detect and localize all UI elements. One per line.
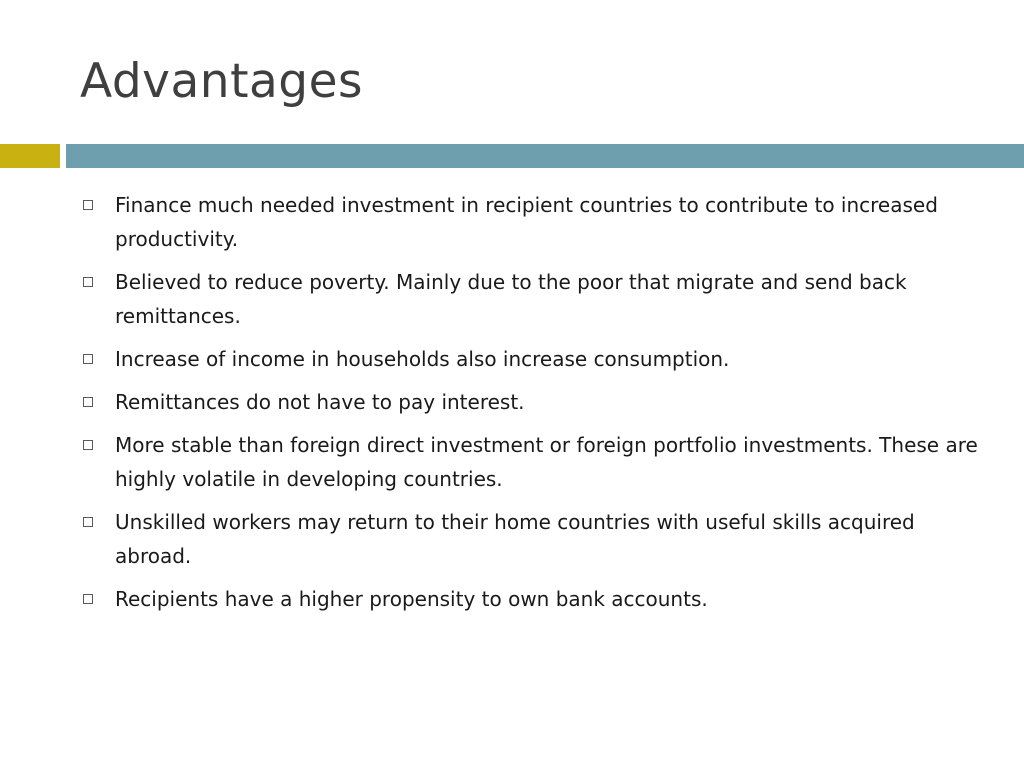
hollow-square-icon [83,200,93,210]
bullet-item [80,385,980,419]
bullet-item [80,428,980,496]
bullet-item [80,342,980,376]
bullet-item [80,265,980,333]
bullet-text: Increase of income in households also increase consumption. [115,347,730,371]
bullet-text: Remittances do not have to pay interest. [115,390,525,414]
bullet-text: Recipients have a higher propensity to own bank accounts. [115,587,708,611]
hollow-square-icon [83,354,93,364]
bullet-text: Finance much needed investment in recipient countries to contribute to increased productivity. [115,193,938,251]
accent-bar-teal [66,144,1024,168]
hollow-square-icon [83,277,93,287]
bullet-item [80,188,980,256]
accent-bar-gold [0,144,60,168]
bullet-item [80,505,980,573]
bullet-item [80,582,980,616]
bullet-text: Unskilled workers may return to their home countries with useful skills acquired abroad. [115,510,915,568]
hollow-square-icon [83,594,93,604]
hollow-square-icon [83,517,93,527]
bullet-text: More stable than foreign direct investment or foreign portfolio investments. These are highly volatile in developing countries. [115,433,978,491]
bullet-text: Believed to reduce poverty. Mainly due to the poor that migrate and send back remittances. [115,270,907,328]
bullet-list [80,188,980,625]
hollow-square-icon [83,440,93,450]
slide-title: Advantages [80,54,364,109]
hollow-square-icon [83,397,93,407]
